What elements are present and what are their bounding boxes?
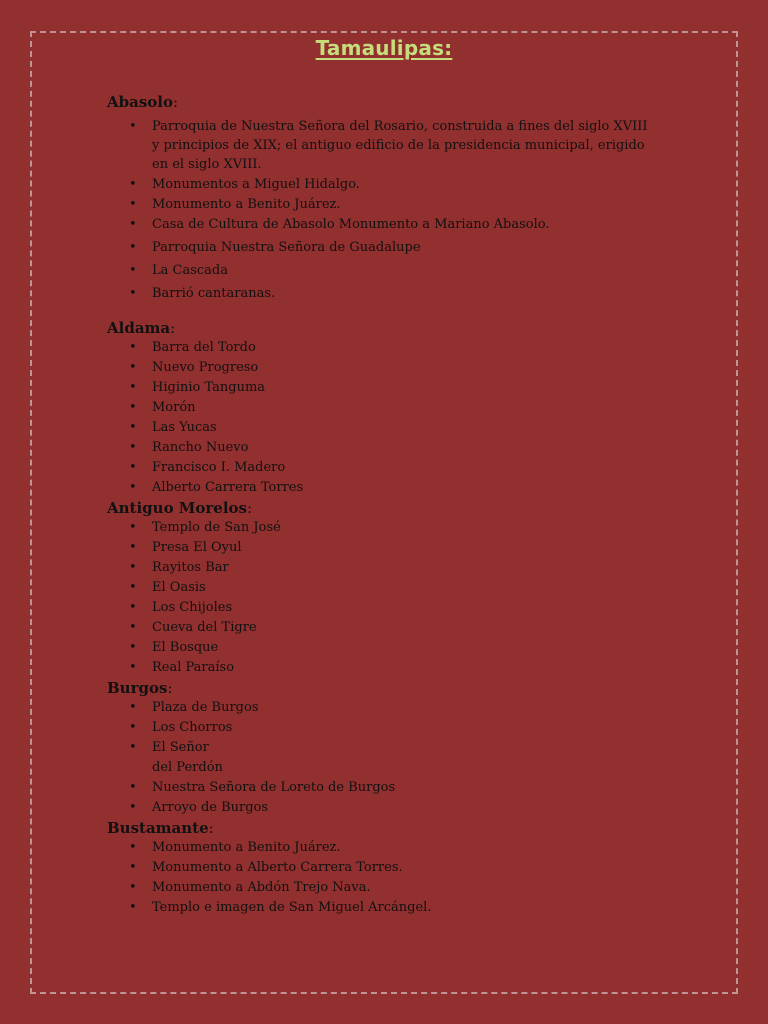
list-item: • Francisco I. Madero	[107, 458, 667, 478]
section-burgos	[107, 678, 667, 818]
list-item: • Nuevo Progreso	[107, 358, 667, 378]
section-list	[107, 338, 667, 498]
section-heading: Bustamante:	[107, 819, 214, 837]
section-antiguo-morelos	[107, 498, 667, 678]
list-item: • Templo de San José	[107, 518, 667, 538]
list-item: • Higinio Tanguma	[107, 378, 667, 398]
list-item: • Arroyo de Burgos	[107, 798, 667, 818]
list-item: • Parroquia Nuestra Señora de Guadalupe	[107, 238, 667, 258]
list-item: • Presa El Oyul	[107, 538, 667, 558]
section-heading: Burgos:	[107, 679, 173, 697]
list-item: • Los Chorros	[107, 718, 667, 738]
section-list	[107, 838, 667, 918]
list-item: • Nuestra Señora de Loreto de Burgos	[107, 778, 667, 798]
list-item: • El Señor del Perdón	[107, 738, 232, 778]
list-item: • Las Yucas	[107, 418, 667, 438]
section-list	[107, 518, 667, 678]
section-list	[107, 698, 667, 818]
list-item: • Templo e imagen de San Miguel Arcángel.	[107, 898, 667, 918]
section-bustamante	[107, 818, 667, 918]
list-item: • Casa de Cultura de Abasolo Monumento a Mariano Abasolo.	[107, 215, 667, 235]
list-item: • Barra del Tordo	[107, 338, 667, 358]
section-list	[107, 117, 667, 304]
list-item: • Rayitos Bar	[107, 558, 667, 578]
list-item: • Monumento a Abdón Trejo Nava.	[107, 878, 667, 898]
list-item: • Parroquia de Nuestra Señora del Rosario, construida a fines del siglo XVIII y principios de XIX; el antiguo edificio de la presidencia municipal, erigido en el siglo XVIII.	[107, 117, 667, 174]
list-item: • Monumento a Alberto Carrera Torres.	[107, 858, 667, 878]
list-item: • Monumento a Benito Juárez.	[107, 195, 667, 215]
list-item: • Alberto Carrera Torres	[107, 478, 667, 498]
list-item: • Barrió cantaranas.	[107, 284, 667, 304]
page-title: Tamaulipas:	[315, 36, 453, 60]
list-item: • El Bosque	[107, 638, 667, 658]
document-body	[107, 92, 667, 918]
list-item: • Morón	[107, 398, 667, 418]
section-heading: Antiguo Morelos:	[107, 499, 253, 517]
section-aldama	[107, 318, 667, 498]
list-item: • Monumento a Benito Juárez.	[107, 838, 667, 858]
list-item: • El Oasis	[107, 578, 667, 598]
section-heading: Abasolo:	[107, 93, 179, 111]
list-item: • Cueva del Tigre	[107, 618, 667, 638]
list-item: • Real Paraíso	[107, 658, 667, 678]
list-item: • Los Chijoles	[107, 598, 667, 618]
section-heading: Aldama:	[107, 319, 176, 337]
list-item: • Monumentos a Miguel Hidalgo.	[107, 175, 667, 195]
section-abasolo	[107, 92, 667, 304]
list-item: • Rancho Nuevo	[107, 438, 667, 458]
list-item: • La Cascada	[107, 261, 667, 281]
list-item: • Plaza de Burgos	[107, 698, 667, 718]
